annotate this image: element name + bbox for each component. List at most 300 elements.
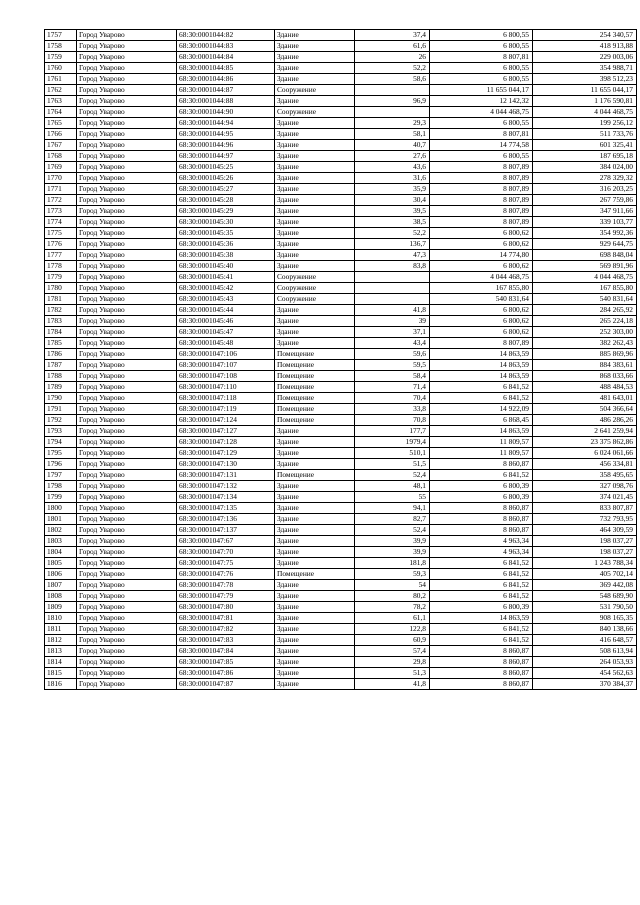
- area-cell: 52,2: [355, 228, 430, 239]
- table-row: [45, 162, 637, 173]
- table-row: [45, 349, 637, 360]
- cadastral-value-cell: 548 689,90: [533, 591, 637, 602]
- table-row: [45, 305, 637, 316]
- locality-cell: Город Уварово: [77, 492, 177, 503]
- area-cell: 54: [355, 580, 430, 591]
- area-cell: 58,6: [355, 74, 430, 85]
- locality-cell: Город Уварово: [77, 679, 177, 690]
- object-type-cell: Помещение: [275, 569, 355, 580]
- cadastral-value-cell: 199 256,12: [533, 118, 637, 129]
- area-cell: 47,3: [355, 250, 430, 261]
- specific-value-cell: 4 044 468,75: [430, 107, 533, 118]
- area-cell: 52,2: [355, 63, 430, 74]
- row-number-cell: 1815: [45, 668, 77, 679]
- table-row: [45, 140, 637, 151]
- cadastral-number-cell: 68:30:0001047:130: [177, 459, 275, 470]
- cadastral-number-cell: 68:30:0001047:87: [177, 679, 275, 690]
- table-row: [45, 338, 637, 349]
- row-number-cell: 1766: [45, 129, 77, 140]
- row-number-cell: 1800: [45, 503, 77, 514]
- locality-cell: Город Уварово: [77, 294, 177, 305]
- object-type-cell: Помещение: [275, 404, 355, 415]
- cadastral-value-cell: 23 375 862,86: [533, 437, 637, 448]
- specific-value-cell: 6 841,52: [430, 624, 533, 635]
- object-type-cell: Здание: [275, 217, 355, 228]
- area-cell: [355, 294, 430, 305]
- specific-value-cell: 11 809,57: [430, 448, 533, 459]
- row-number-cell: 1813: [45, 646, 77, 657]
- cadastral-value-cell: 187 695,18: [533, 151, 637, 162]
- area-cell: 38,5: [355, 217, 430, 228]
- cadastral-value-cell: 347 911,66: [533, 206, 637, 217]
- cadastral-value-cell: 868 033,66: [533, 371, 637, 382]
- cadastral-number-cell: 68:30:0001047:67: [177, 536, 275, 547]
- object-type-cell: Здание: [275, 63, 355, 74]
- cadastral-number-cell: 68:30:0001045:26: [177, 173, 275, 184]
- area-cell: 39: [355, 316, 430, 327]
- table-row: [45, 85, 637, 96]
- area-cell: 51,3: [355, 668, 430, 679]
- cadastral-value-cell: 601 325,41: [533, 140, 637, 151]
- area-cell: 33,8: [355, 404, 430, 415]
- cadastral-number-cell: 68:30:0001047:134: [177, 492, 275, 503]
- row-number-cell: 1791: [45, 404, 77, 415]
- area-cell: 59,3: [355, 569, 430, 580]
- locality-cell: Город Уварово: [77, 327, 177, 338]
- row-number-cell: 1783: [45, 316, 77, 327]
- table-row: [45, 404, 637, 415]
- object-type-cell: Здание: [275, 613, 355, 624]
- specific-value-cell: 6 800,39: [430, 481, 533, 492]
- specific-value-cell: 8 860,87: [430, 668, 533, 679]
- locality-cell: Город Уварово: [77, 624, 177, 635]
- cadastral-value-cell: 278 329,32: [533, 173, 637, 184]
- locality-cell: Город Уварово: [77, 525, 177, 536]
- cadastral-value-cell: 4 044 468,75: [533, 272, 637, 283]
- row-number-cell: 1769: [45, 162, 77, 173]
- cadastral-value-cell: 384 024,00: [533, 162, 637, 173]
- object-type-cell: Помещение: [275, 349, 355, 360]
- table-row: [45, 371, 637, 382]
- locality-cell: Город Уварово: [77, 316, 177, 327]
- row-number-cell: 1774: [45, 217, 77, 228]
- cadastral-number-cell: 68:30:0001045:38: [177, 250, 275, 261]
- row-number-cell: 1788: [45, 371, 77, 382]
- area-cell: 1979,4: [355, 437, 430, 448]
- cadastral-number-cell: 68:30:0001045:48: [177, 338, 275, 349]
- row-number-cell: 1768: [45, 151, 77, 162]
- object-type-cell: Здание: [275, 448, 355, 459]
- locality-cell: Город Уварово: [77, 228, 177, 239]
- object-type-cell: Здание: [275, 162, 355, 173]
- cadastral-number-cell: 68:30:0001044:85: [177, 63, 275, 74]
- row-number-cell: 1807: [45, 580, 77, 591]
- area-cell: 94,1: [355, 503, 430, 514]
- area-cell: 181,8: [355, 558, 430, 569]
- cadastral-value-cell: 884 383,61: [533, 360, 637, 371]
- object-type-cell: Здание: [275, 679, 355, 690]
- cadastral-value-cell: 486 286,26: [533, 415, 637, 426]
- area-cell: 29,3: [355, 118, 430, 129]
- area-cell: 31,6: [355, 173, 430, 184]
- table-row: [45, 360, 637, 371]
- cadastral-value-cell: 464 309,59: [533, 525, 637, 536]
- row-number-cell: 1776: [45, 239, 77, 250]
- cadastral-value-cell: 254 340,57: [533, 30, 637, 41]
- area-cell: 80,2: [355, 591, 430, 602]
- specific-value-cell: 14 922,09: [430, 404, 533, 415]
- area-cell: 55: [355, 492, 430, 503]
- specific-value-cell: 6 800,55: [430, 74, 533, 85]
- cadastral-value-cell: 267 759,86: [533, 195, 637, 206]
- specific-value-cell: 8 860,87: [430, 657, 533, 668]
- object-type-cell: Здание: [275, 459, 355, 470]
- locality-cell: Город Уварово: [77, 283, 177, 294]
- table-row: [45, 327, 637, 338]
- row-number-cell: 1780: [45, 283, 77, 294]
- cadastral-number-cell: 68:30:0001047:135: [177, 503, 275, 514]
- row-number-cell: 1771: [45, 184, 77, 195]
- cadastral-value-cell: 198 037,27: [533, 536, 637, 547]
- locality-cell: Город Уварово: [77, 129, 177, 140]
- table-row: [45, 602, 637, 613]
- area-cell: 52,4: [355, 525, 430, 536]
- row-number-cell: 1812: [45, 635, 77, 646]
- table-row: [45, 503, 637, 514]
- locality-cell: Город Уварово: [77, 52, 177, 63]
- area-cell: 30,4: [355, 195, 430, 206]
- locality-cell: Город Уварово: [77, 261, 177, 272]
- area-cell: 39,5: [355, 206, 430, 217]
- table-row: [45, 228, 637, 239]
- table-row: [45, 239, 637, 250]
- object-type-cell: Здание: [275, 30, 355, 41]
- cadastral-number-cell: 68:30:0001047:129: [177, 448, 275, 459]
- cadastral-value-cell: 374 021,45: [533, 492, 637, 503]
- row-number-cell: 1799: [45, 492, 77, 503]
- locality-cell: Город Уварово: [77, 305, 177, 316]
- cadastral-number-cell: 68:30:0001044:90: [177, 107, 275, 118]
- table-row: [45, 206, 637, 217]
- specific-value-cell: 8 807,89: [430, 195, 533, 206]
- object-type-cell: Здание: [275, 327, 355, 338]
- cadastral-value-cell: 908 165,35: [533, 613, 637, 624]
- cadastral-number-cell: 68:30:0001047:107: [177, 360, 275, 371]
- specific-value-cell: 167 855,80: [430, 283, 533, 294]
- locality-cell: Город Уварово: [77, 382, 177, 393]
- table-row: [45, 195, 637, 206]
- cadastral-number-cell: 68:30:0001045:42: [177, 283, 275, 294]
- table-row: [45, 525, 637, 536]
- area-cell: 122,8: [355, 624, 430, 635]
- object-type-cell: Здание: [275, 96, 355, 107]
- specific-value-cell: 6 841,52: [430, 580, 533, 591]
- locality-cell: Город Уварово: [77, 635, 177, 646]
- area-cell: 43,6: [355, 162, 430, 173]
- locality-cell: Город Уварово: [77, 184, 177, 195]
- object-type-cell: Помещение: [275, 415, 355, 426]
- specific-value-cell: 8 807,89: [430, 217, 533, 228]
- locality-cell: Город Уварово: [77, 613, 177, 624]
- cadastral-value-cell: 11 655 044,17: [533, 85, 637, 96]
- table-row: [45, 294, 637, 305]
- cadastral-number-cell: 68:30:0001047:110: [177, 382, 275, 393]
- table-row: [45, 613, 637, 624]
- object-type-cell: Сооружение: [275, 294, 355, 305]
- cadastral-value-cell: 416 648,57: [533, 635, 637, 646]
- table-row: [45, 151, 637, 162]
- area-cell: 61,1: [355, 613, 430, 624]
- cadastral-value-cell: 229 003,06: [533, 52, 637, 63]
- table-row: [45, 679, 637, 690]
- specific-value-cell: 14 774,58: [430, 140, 533, 151]
- table-row: [45, 514, 637, 525]
- table-row: [45, 316, 637, 327]
- object-type-cell: Здание: [275, 228, 355, 239]
- specific-value-cell: 8 807,89: [430, 184, 533, 195]
- cadastral-number-cell: 68:30:0001047:137: [177, 525, 275, 536]
- locality-cell: Город Уварово: [77, 503, 177, 514]
- table-row: [45, 217, 637, 228]
- cadastral-value-cell: 398 512,23: [533, 74, 637, 85]
- specific-value-cell: 14 863,59: [430, 371, 533, 382]
- object-type-cell: Здание: [275, 514, 355, 525]
- cadastral-number-cell: 68:30:0001044:94: [177, 118, 275, 129]
- area-cell: 59,5: [355, 360, 430, 371]
- area-cell: 58,4: [355, 371, 430, 382]
- locality-cell: Город Уварово: [77, 360, 177, 371]
- object-type-cell: Здание: [275, 52, 355, 63]
- table-row: [45, 624, 637, 635]
- cadastral-number-cell: 68:30:0001047:136: [177, 514, 275, 525]
- locality-cell: Город Уварово: [77, 371, 177, 382]
- row-number-cell: 1793: [45, 426, 77, 437]
- locality-cell: Город Уварово: [77, 217, 177, 228]
- cadastral-number-cell: 68:30:0001047:84: [177, 646, 275, 657]
- cadastral-value-cell: 531 790,50: [533, 602, 637, 613]
- row-number-cell: 1802: [45, 525, 77, 536]
- object-type-cell: Здание: [275, 668, 355, 679]
- locality-cell: Город Уварово: [77, 107, 177, 118]
- row-number-cell: 1801: [45, 514, 77, 525]
- table-row: [45, 569, 637, 580]
- specific-value-cell: 4 963,34: [430, 547, 533, 558]
- table-row: [45, 96, 637, 107]
- object-type-cell: Здание: [275, 74, 355, 85]
- locality-cell: Город Уварово: [77, 569, 177, 580]
- cadastral-number-cell: 68:30:0001047:83: [177, 635, 275, 646]
- locality-cell: Город Уварово: [77, 96, 177, 107]
- locality-cell: Город Уварово: [77, 151, 177, 162]
- cadastral-value-cell: 382 262,43: [533, 338, 637, 349]
- cadastral-number-cell: 68:30:0001045:30: [177, 217, 275, 228]
- locality-cell: Город Уварово: [77, 85, 177, 96]
- cadastral-number-cell: 68:30:0001045:29: [177, 206, 275, 217]
- specific-value-cell: 540 831,64: [430, 294, 533, 305]
- table-row: [45, 382, 637, 393]
- cadastral-number-cell: 68:30:0001045:28: [177, 195, 275, 206]
- locality-cell: Город Уварово: [77, 591, 177, 602]
- table-row: [45, 558, 637, 569]
- area-cell: 78,2: [355, 602, 430, 613]
- row-number-cell: 1762: [45, 85, 77, 96]
- locality-cell: Город Уварово: [77, 173, 177, 184]
- row-number-cell: 1770: [45, 173, 77, 184]
- cadastral-number-cell: 68:30:0001047:128: [177, 437, 275, 448]
- specific-value-cell: 8 807,81: [430, 129, 533, 140]
- cadastral-number-cell: 68:30:0001044:82: [177, 30, 275, 41]
- specific-value-cell: 6 841,52: [430, 558, 533, 569]
- area-cell: 37,1: [355, 327, 430, 338]
- cadastral-value-cell: 511 733,76: [533, 129, 637, 140]
- locality-cell: Город Уварово: [77, 63, 177, 74]
- cadastral-value-cell: 284 265,92: [533, 305, 637, 316]
- specific-value-cell: 8 860,87: [430, 679, 533, 690]
- table-row: [45, 646, 637, 657]
- object-type-cell: Здание: [275, 437, 355, 448]
- object-type-cell: Сооружение: [275, 272, 355, 283]
- cadastral-number-cell: 68:30:0001047:80: [177, 602, 275, 613]
- object-type-cell: Здание: [275, 338, 355, 349]
- cadastral-number-cell: 68:30:0001045:40: [177, 261, 275, 272]
- locality-cell: Город Уварово: [77, 536, 177, 547]
- table-row: [45, 41, 637, 52]
- cadastral-value-cell: 358 495,65: [533, 470, 637, 481]
- cadastral-number-cell: 68:30:0001044:84: [177, 52, 275, 63]
- specific-value-cell: 14 863,59: [430, 360, 533, 371]
- locality-cell: Город Уварово: [77, 558, 177, 569]
- row-number-cell: 1806: [45, 569, 77, 580]
- object-type-cell: Здание: [275, 250, 355, 261]
- locality-cell: Город Уварово: [77, 404, 177, 415]
- row-number-cell: 1805: [45, 558, 77, 569]
- table-row: [45, 547, 637, 558]
- area-cell: 35,9: [355, 184, 430, 195]
- area-cell: 51,5: [355, 459, 430, 470]
- row-number-cell: 1794: [45, 437, 77, 448]
- specific-value-cell: 8 860,87: [430, 525, 533, 536]
- area-cell: 57,4: [355, 646, 430, 657]
- cadastral-number-cell: 68:30:0001047:70: [177, 547, 275, 558]
- cadastral-value-cell: 198 037,27: [533, 547, 637, 558]
- row-number-cell: 1786: [45, 349, 77, 360]
- cadastral-value-cell: 167 855,80: [533, 283, 637, 294]
- specific-value-cell: 6 800,55: [430, 118, 533, 129]
- cadastral-value-cell: 885 869,96: [533, 349, 637, 360]
- cadastral-value-cell: 481 643,01: [533, 393, 637, 404]
- row-number-cell: 1798: [45, 481, 77, 492]
- locality-cell: Город Уварово: [77, 415, 177, 426]
- locality-cell: Город Уварово: [77, 118, 177, 129]
- specific-value-cell: 6 841,52: [430, 470, 533, 481]
- table-row: [45, 580, 637, 591]
- row-number-cell: 1777: [45, 250, 77, 261]
- locality-cell: Город Уварово: [77, 349, 177, 360]
- table-row: [45, 118, 637, 129]
- table-row: [45, 492, 637, 503]
- cadastral-value-cell: 456 334,81: [533, 459, 637, 470]
- specific-value-cell: 6 800,62: [430, 228, 533, 239]
- object-type-cell: Здание: [275, 635, 355, 646]
- object-type-cell: Сооружение: [275, 107, 355, 118]
- cadastral-value-cell: 540 831,64: [533, 294, 637, 305]
- object-type-cell: Здание: [275, 316, 355, 327]
- area-cell: 43,4: [355, 338, 430, 349]
- table-row: [45, 30, 637, 41]
- area-cell: 177,7: [355, 426, 430, 437]
- row-number-cell: 1773: [45, 206, 77, 217]
- specific-value-cell: 6 800,62: [430, 305, 533, 316]
- cadastral-number-cell: 68:30:0001045:44: [177, 305, 275, 316]
- table-row: [45, 272, 637, 283]
- object-type-cell: Здание: [275, 602, 355, 613]
- table-row: [45, 668, 637, 679]
- cadastral-value-cell: 316 203,25: [533, 184, 637, 195]
- table-row: [45, 437, 637, 448]
- area-cell: 26: [355, 52, 430, 63]
- cadastral-number-cell: 68:30:0001044:86: [177, 74, 275, 85]
- area-cell: 52,4: [355, 470, 430, 481]
- cadastral-value-cell: 327 098,76: [533, 481, 637, 492]
- specific-value-cell: 11 655 044,17: [430, 85, 533, 96]
- object-type-cell: Здание: [275, 503, 355, 514]
- row-number-cell: 1796: [45, 459, 77, 470]
- row-number-cell: 1789: [45, 382, 77, 393]
- cadastral-value-cell: 265 224,18: [533, 316, 637, 327]
- object-type-cell: Здание: [275, 646, 355, 657]
- cadastral-number-cell: 68:30:0001047:86: [177, 668, 275, 679]
- locality-cell: Город Уварово: [77, 41, 177, 52]
- cadastral-number-cell: 68:30:0001047:132: [177, 481, 275, 492]
- locality-cell: Город Уварово: [77, 74, 177, 85]
- locality-cell: Город Уварово: [77, 580, 177, 591]
- row-number-cell: 1792: [45, 415, 77, 426]
- table-row: [45, 393, 637, 404]
- specific-value-cell: 6 800,62: [430, 261, 533, 272]
- cadastral-number-cell: 68:30:0001045:43: [177, 294, 275, 305]
- row-number-cell: 1814: [45, 657, 77, 668]
- specific-value-cell: 6 868,45: [430, 415, 533, 426]
- object-type-cell: Здание: [275, 525, 355, 536]
- specific-value-cell: 6 800,39: [430, 492, 533, 503]
- cadastral-value-cell: 698 848,04: [533, 250, 637, 261]
- area-cell: 70,4: [355, 393, 430, 404]
- cadastral-number-cell: 68:30:0001045:47: [177, 327, 275, 338]
- row-number-cell: 1760: [45, 63, 77, 74]
- cadastral-number-cell: 68:30:0001047:119: [177, 404, 275, 415]
- row-number-cell: 1782: [45, 305, 77, 316]
- specific-value-cell: 4 044 468,75: [430, 272, 533, 283]
- area-cell: 510,1: [355, 448, 430, 459]
- cadastral-number-cell: 68:30:0001047:108: [177, 371, 275, 382]
- object-type-cell: Сооружение: [275, 283, 355, 294]
- object-type-cell: Здание: [275, 426, 355, 437]
- cadastral-number-cell: 68:30:0001045:46: [177, 316, 275, 327]
- row-number-cell: 1761: [45, 74, 77, 85]
- specific-value-cell: 6 800,55: [430, 41, 533, 52]
- row-number-cell: 1795: [45, 448, 77, 459]
- table-row: [45, 261, 637, 272]
- row-number-cell: 1809: [45, 602, 77, 613]
- area-cell: 96,9: [355, 96, 430, 107]
- locality-cell: Город Уварово: [77, 481, 177, 492]
- area-cell: 70,8: [355, 415, 430, 426]
- cadastral-number-cell: 68:30:0001047:131: [177, 470, 275, 481]
- area-cell: [355, 107, 430, 118]
- area-cell: 61,6: [355, 41, 430, 52]
- row-number-cell: 1808: [45, 591, 77, 602]
- object-type-cell: Здание: [275, 657, 355, 668]
